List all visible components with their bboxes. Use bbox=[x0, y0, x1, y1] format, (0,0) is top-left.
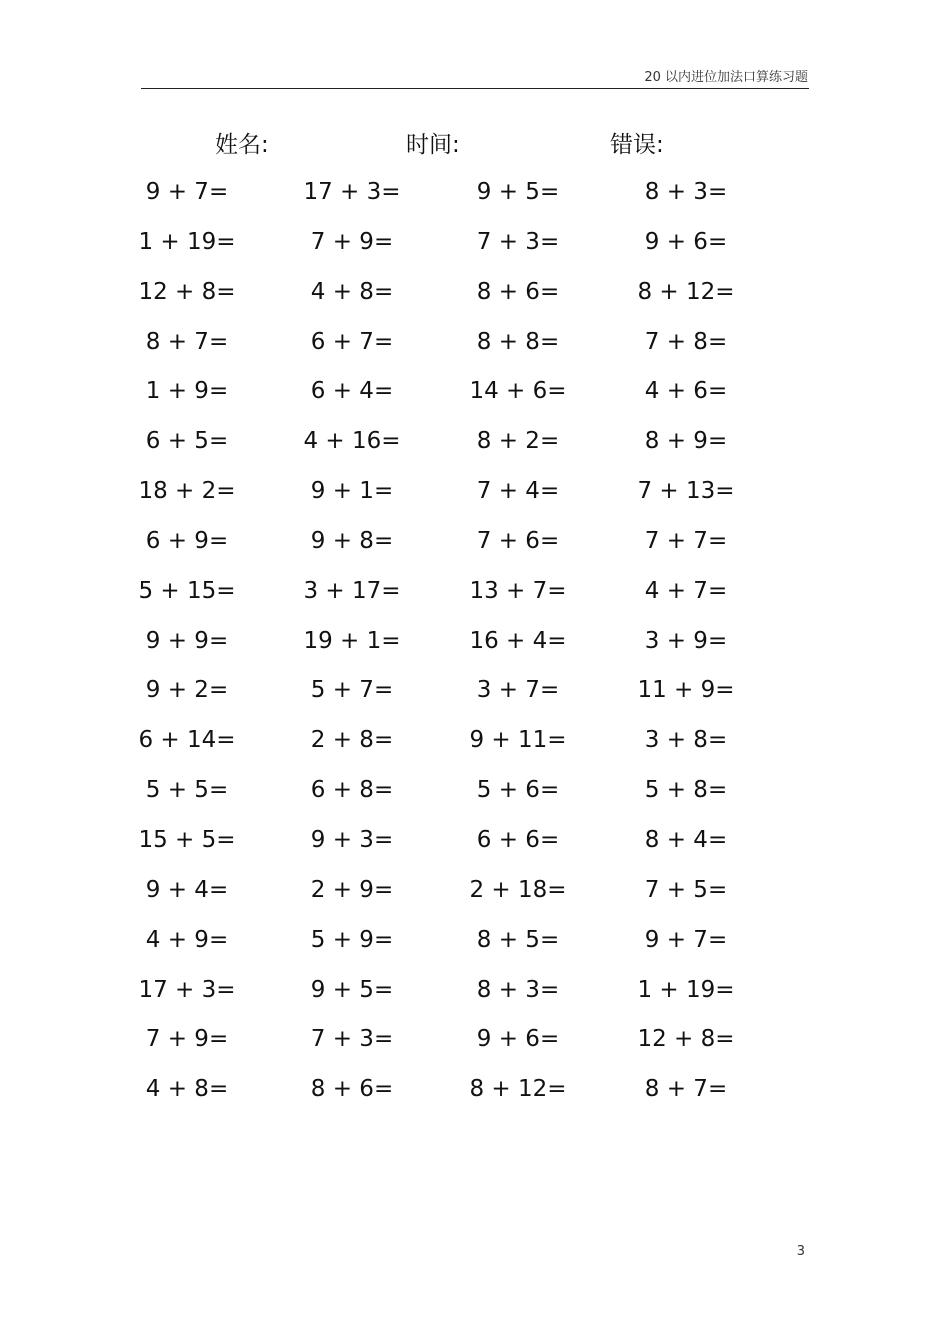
problem-item: 8 + 9= bbox=[644, 428, 728, 455]
problem-item: 8 + 2= bbox=[476, 428, 560, 455]
problem-row bbox=[0, 369, 950, 419]
problem-item: 9 + 11= bbox=[469, 727, 567, 754]
problem-item: 9 + 3= bbox=[310, 826, 394, 853]
problem-item: 5 + 9= bbox=[310, 926, 394, 953]
problem-row bbox=[0, 968, 950, 1018]
problem-item: 1 + 9= bbox=[145, 378, 229, 405]
problem-item: 15 + 5= bbox=[138, 826, 236, 853]
problem-item: 7 + 9= bbox=[310, 228, 394, 255]
problem-item: 9 + 7= bbox=[145, 179, 229, 205]
problem-item: 2 + 8= bbox=[310, 727, 394, 754]
errors-field-label: 错误: bbox=[610, 132, 664, 158]
problem-item: 5 + 7= bbox=[310, 677, 394, 704]
problem-item: 9 + 6= bbox=[644, 228, 728, 255]
problem-item: 4 + 7= bbox=[644, 577, 728, 604]
problem-row bbox=[0, 718, 950, 768]
time-field-label: 时间: bbox=[406, 132, 460, 158]
problem-item: 1 + 19= bbox=[637, 976, 735, 1003]
problem-item: 8 + 12= bbox=[637, 278, 735, 305]
problem-item: 7 + 4= bbox=[476, 478, 560, 505]
problem-item: 7 + 3= bbox=[476, 228, 560, 255]
problem-grid bbox=[0, 170, 950, 1117]
problem-row bbox=[0, 320, 950, 370]
problem-item: 5 + 6= bbox=[476, 777, 560, 804]
problem-item: 7 + 13= bbox=[637, 478, 735, 505]
problem-item: 6 + 9= bbox=[145, 527, 229, 554]
problem-item: 9 + 6= bbox=[476, 1026, 560, 1053]
problem-item: 8 + 6= bbox=[476, 278, 560, 305]
problem-item: 7 + 3= bbox=[310, 1026, 394, 1053]
problem-item: 8 + 8= bbox=[476, 328, 560, 355]
problem-item: 3 + 8= bbox=[644, 727, 728, 754]
problem-item: 9 + 7= bbox=[644, 926, 728, 953]
problem-item: 3 + 9= bbox=[644, 627, 728, 654]
problem-item: 14 + 6= bbox=[469, 378, 567, 405]
problem-item: 4 + 8= bbox=[145, 1076, 229, 1103]
problem-row bbox=[0, 1067, 950, 1117]
problem-row bbox=[0, 868, 950, 918]
problem-item: 9 + 2= bbox=[145, 677, 229, 704]
problem-item: 8 + 7= bbox=[145, 328, 229, 355]
problem-item: 12 + 8= bbox=[138, 278, 236, 305]
problem-item: 5 + 15= bbox=[138, 577, 236, 604]
problem-item: 18 + 2= bbox=[138, 478, 236, 505]
problem-row bbox=[0, 569, 950, 619]
problem-item: 9 + 9= bbox=[145, 627, 229, 654]
name-field-label: 姓名: bbox=[215, 132, 269, 158]
problem-item: 8 + 12= bbox=[469, 1076, 567, 1103]
problem-row bbox=[0, 918, 950, 968]
problem-item: 8 + 4= bbox=[644, 826, 728, 853]
problem-item: 13 + 7= bbox=[469, 577, 567, 604]
header-title: 20 以内进位加法口算练习题 bbox=[644, 70, 808, 85]
problem-item: 12 + 8= bbox=[637, 1026, 735, 1053]
problem-item: 11 + 9= bbox=[637, 677, 735, 704]
problem-item: 9 + 1= bbox=[310, 478, 394, 505]
problem-item: 6 + 5= bbox=[145, 428, 229, 455]
problem-item: 4 + 9= bbox=[145, 926, 229, 953]
problem-item: 7 + 5= bbox=[644, 876, 728, 903]
problem-item: 7 + 7= bbox=[644, 527, 728, 554]
problem-item: 9 + 4= bbox=[145, 876, 229, 903]
problem-row bbox=[0, 619, 950, 669]
problem-row bbox=[0, 519, 950, 569]
problem-item: 9 + 5= bbox=[476, 179, 560, 205]
problem-item: 4 + 8= bbox=[310, 278, 394, 305]
page-number: 3 bbox=[796, 1244, 805, 1259]
problem-row bbox=[0, 220, 950, 270]
problem-row bbox=[0, 270, 950, 320]
problem-item: 9 + 8= bbox=[310, 527, 394, 554]
problem-item: 8 + 3= bbox=[476, 976, 560, 1003]
problem-item: 17 + 3= bbox=[303, 179, 401, 205]
problem-item: 5 + 8= bbox=[644, 777, 728, 804]
problem-item: 6 + 14= bbox=[138, 727, 236, 754]
problem-row bbox=[0, 668, 950, 718]
problem-item: 3 + 7= bbox=[476, 677, 560, 704]
problem-item: 4 + 16= bbox=[303, 428, 401, 455]
problem-item: 4 + 6= bbox=[644, 378, 728, 405]
problem-item: 7 + 8= bbox=[644, 328, 728, 355]
problem-item: 7 + 6= bbox=[476, 527, 560, 554]
problem-item: 6 + 4= bbox=[310, 378, 394, 405]
problem-item: 8 + 3= bbox=[644, 179, 728, 205]
problem-row bbox=[0, 170, 950, 220]
problem-row bbox=[0, 818, 950, 868]
problem-item: 9 + 5= bbox=[310, 976, 394, 1003]
problem-item: 1 + 19= bbox=[138, 228, 236, 255]
problem-item: 19 + 1= bbox=[303, 627, 401, 654]
problem-item: 17 + 3= bbox=[138, 976, 236, 1003]
problem-row bbox=[0, 768, 950, 818]
problem-row bbox=[0, 469, 950, 519]
problem-row bbox=[0, 1017, 950, 1067]
problem-item: 6 + 7= bbox=[310, 328, 394, 355]
problem-item: 8 + 7= bbox=[644, 1076, 728, 1103]
header-divider bbox=[141, 88, 809, 89]
problem-item: 2 + 9= bbox=[310, 876, 394, 903]
problem-item: 7 + 9= bbox=[145, 1026, 229, 1053]
problem-item: 6 + 6= bbox=[476, 826, 560, 853]
problem-row bbox=[0, 419, 950, 469]
problem-item: 3 + 17= bbox=[303, 577, 401, 604]
problem-item: 8 + 5= bbox=[476, 926, 560, 953]
problem-item: 8 + 6= bbox=[310, 1076, 394, 1103]
problem-item: 2 + 18= bbox=[469, 876, 567, 903]
problem-item: 16 + 4= bbox=[469, 627, 567, 654]
problem-item: 6 + 8= bbox=[310, 777, 394, 804]
problem-item: 5 + 5= bbox=[145, 777, 229, 804]
